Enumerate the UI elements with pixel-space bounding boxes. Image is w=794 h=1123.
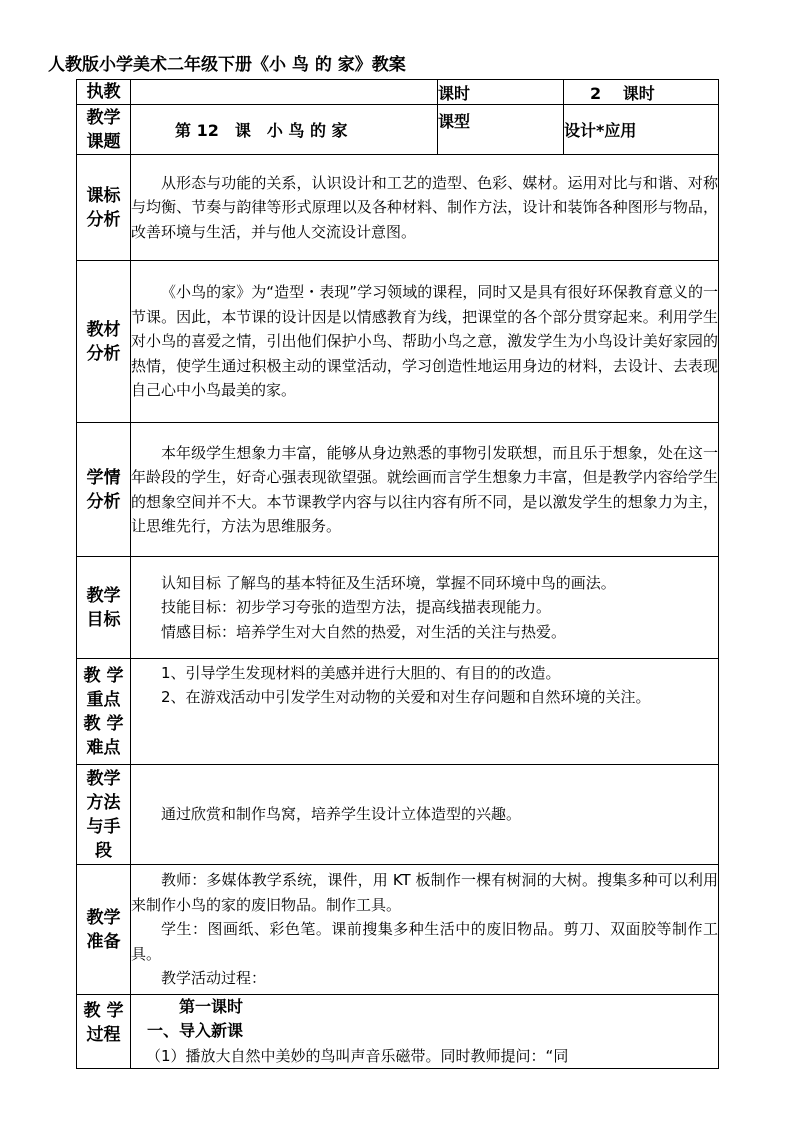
document-title: 人教版小学美术二年级下册《小 鸟 的 家》教案 (48, 55, 406, 75)
paragraph: 学生：图画纸、彩色笔。课前搜集多种生活中的废旧物品。剪刀、双面胶等制作工具。 (131, 920, 718, 963)
lesson-title: 第一课时 (179, 997, 244, 1016)
topic-value: 第 12 课 小 鸟 的 家 (131, 105, 438, 155)
label-line: 课标 (86, 185, 121, 206)
process-text (131, 995, 719, 1069)
paragraph: 《小鸟的家》为“造型・表现”学习领域的课程，同时又是具有很好环保教育意义的一节课。因此，本节课的设计因是以情感教育为线，把课堂的各个部分贯穿起来。利用学生对小鸟的喜爱之情，引出他们保护小鸟、帮助小鸟之意，激发学生为小鸟设计美好家园的热情，使学生通过积极主动的课堂活动，学习创造性地运用身边的材料，去设计、去表现自己心中小鸟最美的家。 (131, 283, 718, 400)
paragraph: 教师：多媒体教学系统，课件，用 KT 板制作一棵有树洞的大树。搜集多种可以利用来制作小鸟的家的废旧物品。制作工具。 (131, 871, 718, 914)
paragraph: 本年级学生想象力丰富，能够从身边熟悉的事物引发联想，而且乐于想象，处在这一年龄段的学生，好奇心强表现欲望强。就绘画而言学生想象力丰富，但是教学内容给学生的想象空间并不大。本节课教学内容与以往内容有所不同，是以激发学生的想象力为主，让思维先行，方法为思维服务。 (131, 443, 718, 535)
paragraph: 通过欣赏和制作鸟窝，培养学生设计立体造型的兴趣。 (161, 805, 522, 824)
paragraph: 认知目标 了解鸟的基本特征及生活环境，掌握不同环境中鸟的画法。 (161, 573, 616, 592)
student-analysis-label (77, 423, 131, 557)
paragraph: 情感目标：培养学生对大自然的热爱，对生活的关注与热爱。 (161, 622, 567, 641)
label-line: 教 学 (83, 1001, 124, 1021)
student-analysis-text (131, 423, 719, 557)
standards-analysis-text (131, 155, 719, 261)
label-line: 教材 (86, 319, 121, 340)
period-value: 2 课时 (564, 80, 719, 105)
teaching-goals-label (77, 557, 131, 659)
key-points-row (77, 659, 719, 765)
methods-label (77, 765, 131, 865)
teaching-goals-row (77, 557, 719, 659)
methods-row (77, 765, 719, 865)
paragraph: （1）播放大自然中美妙的鸟叫声音乐磁带。同时教师提问：“同 (146, 1046, 569, 1065)
teacher-label: 执教 (77, 80, 131, 105)
label-line: 学情 (86, 467, 121, 488)
textbook-analysis-label (77, 261, 131, 423)
label-line: 准备 (86, 931, 121, 952)
key-points-label (77, 659, 131, 765)
label-line: 与手 (86, 816, 121, 837)
label-line: 教学 (86, 768, 121, 789)
methods-text (131, 765, 719, 865)
process-label (77, 995, 131, 1069)
standards-analysis-row (77, 155, 719, 261)
preparation-text (131, 865, 719, 995)
paragraph: 教学活动过程： (161, 969, 267, 988)
topic-label-line-2: 课题 (86, 131, 121, 152)
key-points-text (131, 659, 719, 765)
label-line: 教 学 (83, 665, 124, 686)
textbook-analysis-text (131, 261, 719, 423)
label-line: 段 (95, 840, 112, 861)
label-line: 目标 (86, 609, 121, 630)
step-title: 一、导入新课 (147, 1021, 244, 1041)
paragraph: 2、在游戏活动中引发学生对动物的关爱和对生存问题和自然环境的关注。 (161, 688, 651, 707)
student-analysis-row (77, 423, 719, 557)
period-label: 课时 (438, 80, 564, 105)
topic-label (77, 105, 131, 155)
preparation-row (77, 865, 719, 995)
lesson-plan-table (76, 79, 719, 1069)
paragraph: 从形态与功能的关系，认识设计和工艺的造型、色彩、媒材。运用对比与和谐、对称与均衡、节奏与韵律等形式原理以及各种材料、制作方法，设计和装饰各种图形与物品，改善环境与生活，并与他人交流设计意图。 (131, 173, 718, 241)
standards-analysis-label (77, 155, 131, 261)
teaching-goals-text (131, 557, 719, 659)
topic-label-line-1: 教学 (86, 107, 121, 128)
teacher-row (77, 80, 719, 105)
label-line: 难点 (86, 737, 121, 758)
preparation-label (77, 865, 131, 995)
type-label: 课型 (438, 105, 564, 155)
type-value: 设计*应用 (564, 105, 719, 155)
label-line: 教 学 (83, 713, 124, 734)
label-line: 教学 (86, 585, 121, 606)
process-row (77, 995, 719, 1069)
label-line: 教学 (86, 907, 121, 928)
label-line: 分析 (86, 491, 121, 512)
label-line: 分析 (86, 209, 121, 230)
teacher-value (131, 80, 438, 105)
paragraph: 1、引导学生发现材料的美感并进行大胆的、有目的的改造。 (161, 664, 561, 682)
label-line: 过程 (86, 1025, 121, 1045)
label-line: 方法 (86, 792, 121, 813)
topic-row (77, 105, 719, 155)
paragraph: 技能目标：初步学习夸张的造型方法，提高线描表现能力。 (161, 598, 552, 617)
label-line: 重点 (86, 689, 121, 710)
label-line: 分析 (86, 343, 121, 364)
textbook-analysis-row (77, 261, 719, 423)
